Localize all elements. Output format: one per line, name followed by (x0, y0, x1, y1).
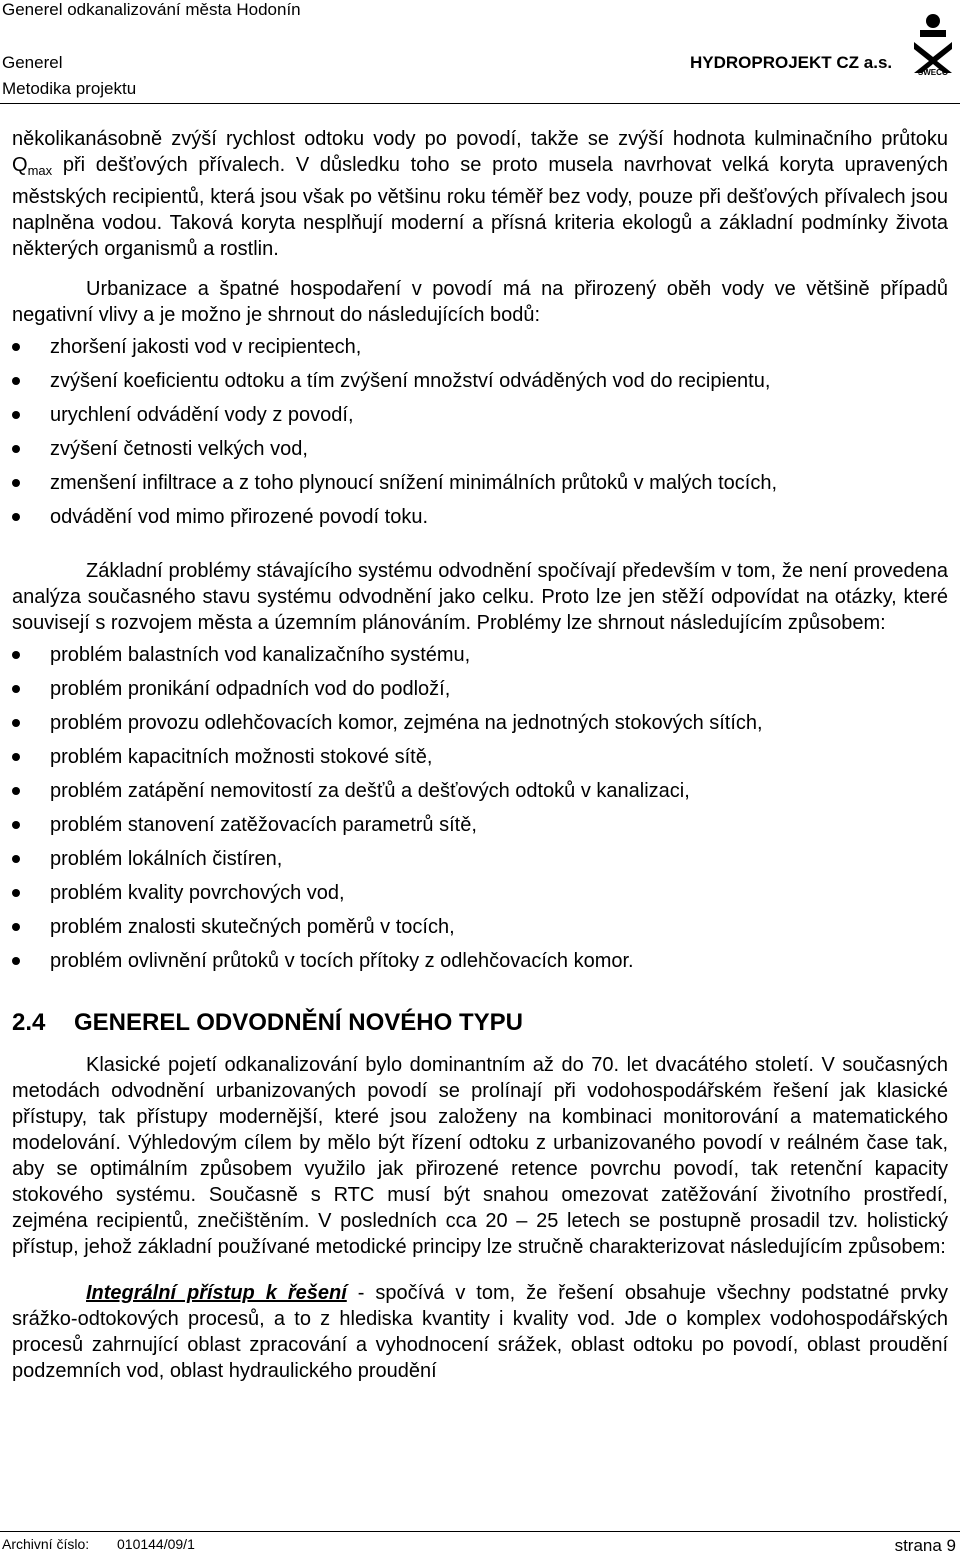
document-title: Generel odkanalizování města Hodonín (2, 0, 301, 19)
section-title: GENEREL ODVODNĚNÍ NOVÉHO TYPU (74, 1009, 523, 1036)
archive-number: 010144/09/1 (117, 1536, 195, 1552)
list-item: zvýšení četnosti velkých vod, (12, 436, 948, 470)
paragraph-2: Urbanizace a špatné hospodaření v povodí má na přirozený oběh vody ve většině případů negativní vlivy a je možno je shrnout do následujících bodů: (12, 278, 948, 326)
paragraph-1: několikanásobně zvýší rychlost odtoku vody po povodí, takže se zvýší hodnota kulminačního průtoku $Q_{max}$ při dešťových přívalech. V důsledku toho se proto musela navrhovat velká koryta upravených městských recipientů, která jsou však po většinu roku téměř bez vody, pouze při dešťových přívalech jsou naplněna vodou. Taková koryta nesplňují moderní a přísná kriteria ekologů a základní podmínky života některých organismů a rostlin. (12, 128, 948, 260)
list-item: problém znalosti skutečných poměrů v tocích, (12, 914, 948, 948)
paragraph-5: Integrální přístup k řešení - spočívá v tom, že řešení obsahuje všechny podstatné prvky srážko-odtokových procesů, a to z hlediska kvantity i kvality vod. Jde o komplex vodohospodářských procesů zahrnující oblast zpracování a vyhodnocení srážek, oblast odtoku po povodí, oblast proudění podzemních vod, oblast hydraulického proudění (12, 1282, 948, 1382)
list-item: problém balastních vod kanalizačního systému, (12, 642, 948, 676)
list-item: problém provozu odlehčovacích komor, zejména na jednotných stokových sítích, (12, 710, 948, 744)
list-item: problém kapacitních možnosti stokové sítě, (12, 744, 948, 778)
footer-divider (0, 1531, 960, 1532)
logo-text: SWECO (917, 68, 949, 76)
impacts-list (12, 334, 948, 538)
list-item: problém zatápění nemovitostí za dešťů a dešťových odtoků v kanalizaci, (12, 778, 948, 812)
header-section: Generel (2, 53, 63, 72)
page-number: strana 9 (894, 1536, 956, 1555)
archive-label: Archivní číslo: (2, 1536, 90, 1552)
paragraph-4: Klasické pojetí odkanalizování bylo dominantním až do 70. let dvacátého století. V současných metodách odvodnění urbanizovaných povodí se prolínají při vodohospodářském řešení jak klasické přístupy, tak přístupy modernější, které jsou založeny na kombinaci monitorování a matematického modelování. Výhledovým cílem by mělo být řízení odtoku z urbanizovaného povodí v reálném čase tak, aby se optimálním způsobem využilo jak přirozené retence povrchu povodí, tak retenční kapacity stokového systému. Současně s RTC musí být snahou omezovat zatěžování životního prostředí, zejména recipientů, znečištěním. V posledních cca 20 – 25 letech se postupně prosadil tzv. holistický přístup, jehož základní používané metodické principy lze stručně charakterizovat následujícím způsobem: (12, 1054, 948, 1258)
list-item: problém pronikání odpadních vod do podloží, (12, 676, 948, 710)
list-item: problém lokálních čistíren, (12, 846, 948, 880)
company-name: HYDROPROJEKT CZ a.s. (690, 53, 893, 72)
problems-list (12, 642, 948, 982)
header-divider (0, 103, 960, 104)
list-item: zhoršení jakosti vod v recipientech, (12, 334, 948, 368)
list-item: urychlení odvádění vody z povodí, (12, 402, 948, 436)
term-integral-approach: Integrální přístup k řešení (86, 1282, 347, 1304)
list-item: problém kvality povrchových vod, (12, 880, 948, 914)
list-item: odvádění vod mimo přirozené povodí toku. (12, 504, 948, 538)
sweco-logo-icon (906, 12, 960, 76)
section-heading (12, 1008, 948, 1038)
list-item: zmenšení infiltrace a z toho plynoucí snížení minimálních průtoků v malých tocích, (12, 470, 948, 504)
list-item: problém stanovení zatěžovacích parametrů sítě, (12, 812, 948, 846)
list-item: problém ovlivnění průtoků v tocích přítoky z odlehčovacích komor. (12, 948, 948, 982)
list-item: zvýšení koeficientu odtoku a tím zvýšení množství odváděných vod do recipientu, (12, 368, 948, 402)
header-subsection: Metodika projektu (2, 79, 137, 98)
paragraph-3: Základní problémy stávajícího systému odvodnění spočívají především v tom, že není provedena analýza současného stavu systému odvodnění jako celku. Proto lze jen stěží odpovídat na otázky, které souvisejí s rozvojem města a územním plánováním. Problémy lze shrnout následujícím způsobem: (12, 560, 948, 634)
page-content (12, 126, 948, 1384)
section-number: 2.4 (12, 1009, 46, 1036)
subscript-max: max (27, 163, 53, 178)
